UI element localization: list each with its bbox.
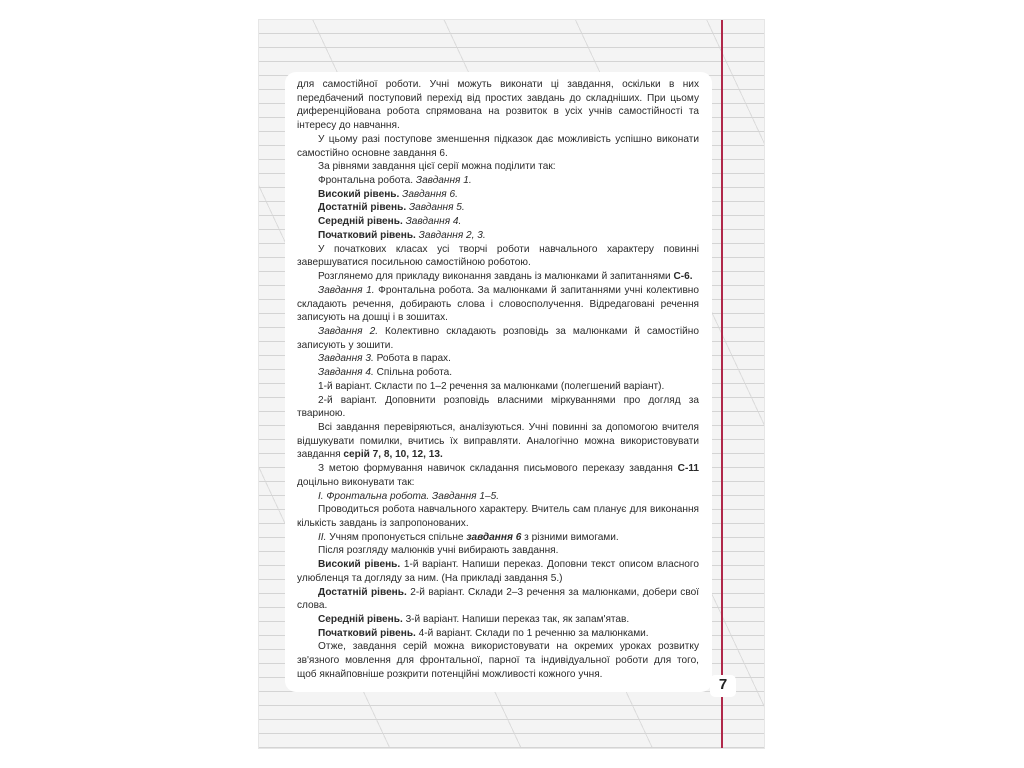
- emphasis-text: Завдання 5.: [408, 202, 465, 214]
- line-text: зв'язного мовлення для фронтальної, парної та індивідуальної роботи для того,: [297, 655, 699, 667]
- text-line: [297, 544, 699, 558]
- line-text: 3-й варіант. Напиши переказ так, як запам'ятав.: [402, 614, 630, 626]
- text-line: [297, 654, 699, 668]
- line-text: відшукувати помилки, вчитись їх виправляти. Аналогічно можна використовувати: [297, 435, 699, 447]
- text-line: [297, 503, 699, 517]
- text-line: [297, 298, 699, 312]
- text-line: [297, 229, 699, 243]
- line-text: Всі завдання перевіряються, аналізуються. Учні повинні за допомогою вчителя: [318, 421, 699, 433]
- text-line: [297, 311, 699, 325]
- emphasis-text: Початковий рівень.: [318, 229, 416, 241]
- emphasis-text: Початковий рівень.: [318, 627, 416, 639]
- line-text: диференційована робота спрямована на розвиток в усіх учнів самостійності та: [297, 106, 699, 118]
- body-text: [297, 78, 699, 682]
- text-line: [297, 188, 699, 202]
- line-text: За рівнями завдання цієї серії можна поділити так:: [318, 161, 556, 173]
- text-line: [297, 435, 699, 449]
- line-text: У цьому разі поступове зменшення підказок дає можливість успішно виконати: [318, 133, 699, 145]
- line-text: Отже, завдання серій можна використовувати на окремих уроках розвитку: [318, 641, 699, 653]
- emphasis-text: Високий рівень.: [318, 188, 400, 200]
- text-line: [297, 380, 699, 394]
- line-text: кількість завдань із запропонованих.: [297, 518, 469, 529]
- line-text: доцільно виконувати так:: [297, 476, 415, 488]
- line-text: твариною.: [297, 408, 346, 420]
- line-text: для самостійної роботи. Учні можуть виконати ці завдання, оскільки в них: [297, 79, 699, 90]
- text-line: [297, 627, 699, 641]
- emphasis-text: Завдання 2.: [318, 325, 379, 337]
- line-text: З метою формування навичок складання письмового переказу завдання: [318, 463, 678, 475]
- text-line: [297, 243, 699, 257]
- emphasis-text: Завдання 1.: [415, 175, 472, 187]
- emphasis-text: Середній рівень.: [318, 216, 403, 228]
- text-line: [297, 119, 699, 133]
- text-line: [297, 160, 699, 174]
- emphasis-text: Завдання 4.: [318, 367, 374, 379]
- text-line: [297, 78, 699, 92]
- text-line: [297, 668, 699, 682]
- text-line: [297, 407, 699, 421]
- line-text: самостійно основне завдання 6.: [297, 147, 448, 159]
- text-line: [297, 366, 699, 380]
- margin-line: [721, 20, 723, 748]
- text-line: [297, 215, 699, 229]
- text-line: [297, 572, 699, 586]
- text-line: [297, 640, 699, 654]
- emphasis-text: Середній рівень.: [318, 614, 403, 626]
- text-line: [297, 490, 699, 504]
- emphasis-text: Завдання 4.: [405, 216, 462, 228]
- text-line: [297, 394, 699, 408]
- line-text: Фронтальна робота. За малюнками й запитаннями учні колективно: [374, 284, 699, 296]
- text-line: [297, 531, 699, 545]
- line-text: Колективно складають розповідь за малюнками й самостійно: [378, 325, 699, 337]
- line-text: 2-й варіант. Склади 2–3 речення за малюнками, добери свої: [406, 586, 699, 598]
- page-number: 7: [718, 676, 728, 693]
- line-text: записують у зошити.: [297, 339, 394, 351]
- text-line: [297, 339, 699, 353]
- text-line: [297, 517, 699, 531]
- emphasis-text: Достатній рівень.: [318, 202, 407, 214]
- line-text: з різними вимогами.: [521, 531, 619, 543]
- line-text: Спільна робота.: [373, 367, 453, 379]
- text-line: [297, 105, 699, 119]
- line-text: завершуватися посильною самостійною роботою.: [297, 257, 531, 269]
- line-text: складають речення, добирають слова і словосполучення. Відредаговані речення: [297, 298, 699, 310]
- emphasis-text: серій 7, 8, 10, 12, 13.: [343, 449, 443, 461]
- line-text: записують на дошці і в зошитах.: [297, 312, 448, 324]
- text-line: [297, 201, 699, 215]
- line-text: Учням пропонується спільне: [326, 531, 467, 543]
- text-line: [297, 325, 699, 339]
- line-text: 4-й варіант. Склади по 1 реченню за малюнками.: [415, 627, 649, 639]
- text-line: [297, 133, 699, 147]
- line-text: 1-й варіант. Скласти по 1–2 речення за малюнками (полегшений варіант).: [318, 380, 665, 392]
- text-line: [297, 270, 699, 284]
- emphasis-text: I. Фронтальна робота. Завдання 1–5.: [318, 490, 500, 502]
- text-line: [297, 352, 699, 366]
- emphasis-text: Завдання 2, 3.: [418, 229, 486, 241]
- emphasis-text: С-6.: [673, 271, 693, 283]
- text-line: [297, 421, 699, 435]
- line-text: У початкових класах усі творчі роботи навчального характеру повинні: [318, 243, 699, 255]
- emphasis-text: II.: [318, 531, 327, 543]
- text-line: [297, 613, 699, 627]
- text-line: [297, 558, 699, 572]
- line-text: 2-й варіант. Доповнити розповідь власними міркуваннями про догляд за: [318, 394, 699, 406]
- emphasis-text: Високий рівень.: [318, 559, 401, 571]
- text-line: [297, 448, 699, 462]
- text-line: [297, 476, 699, 490]
- emphasis-text: завдання 6: [466, 531, 522, 543]
- text-line: [297, 599, 699, 613]
- line-text: Проводиться робота навчального характеру. Вчитель сам планує для виконання: [318, 504, 699, 516]
- text-line: [297, 256, 699, 270]
- emphasis-text: Завдання 1.: [318, 284, 375, 296]
- line-text: інтересу до навчання.: [297, 120, 400, 132]
- emphasis-text: С-11: [677, 463, 699, 475]
- line-text: завдання: [297, 449, 344, 461]
- line-text: Розглянемо для прикладу виконання завдань із малюнками й запитаннями: [318, 271, 674, 283]
- text-line: [297, 147, 699, 161]
- text-line: [297, 586, 699, 600]
- text-line: [297, 284, 699, 298]
- emphasis-text: Завдання 3.: [318, 353, 374, 365]
- line-text: 1-й варіант. Напиши переказ. Доповни текст описом власного: [400, 559, 699, 571]
- emphasis-text: Достатній рівень.: [318, 586, 407, 598]
- line-text: улюбленця та догляду за ним. (На прикладі завдання 5.): [297, 572, 563, 584]
- line-text: передбачений поступовий перехід від простих завдань до складніших. При цьому: [297, 92, 699, 104]
- line-text: щоб якнайповніше розкрити потенційні можливості кожного учня.: [297, 668, 603, 680]
- emphasis-text: Завдання 6.: [402, 188, 458, 200]
- line-text: Робота в парах.: [373, 353, 451, 365]
- text-line: [297, 462, 699, 476]
- line-text: слова.: [297, 600, 328, 612]
- line-text: Після розгляду малюнків учні вибирають завдання.: [318, 545, 559, 557]
- text-line: [297, 174, 699, 188]
- text-line: [297, 92, 699, 106]
- line-text: Фронтальна робота.: [318, 175, 416, 187]
